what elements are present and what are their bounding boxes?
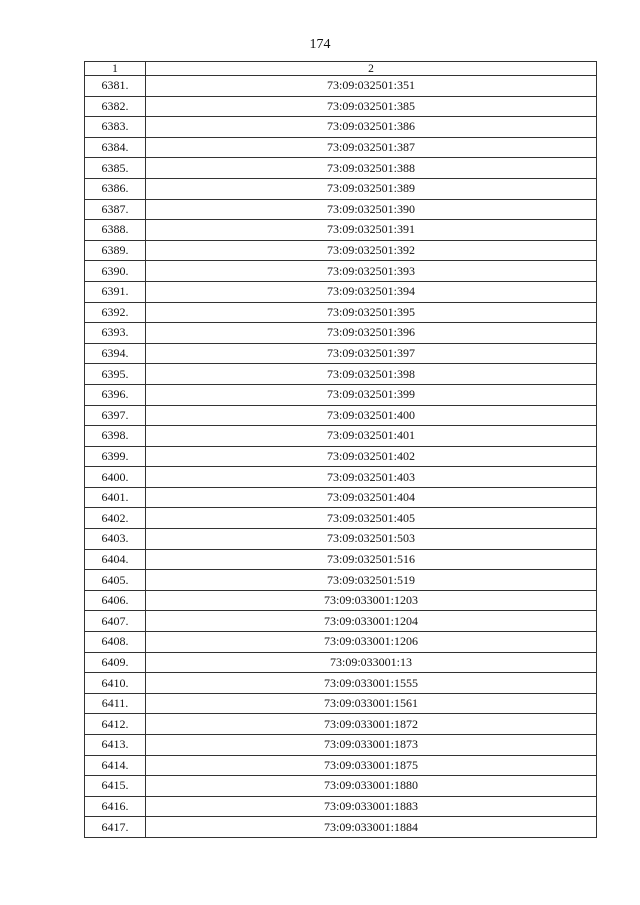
row-index-cell: 6405. <box>85 570 146 591</box>
row-index-cell: 6415. <box>85 776 146 797</box>
table-row <box>85 158 597 179</box>
row-index-cell: 6410. <box>85 673 146 694</box>
table-row <box>85 652 597 673</box>
row-index-cell: 6394. <box>85 343 146 364</box>
page-number: 174 <box>309 37 331 52</box>
cadastral-number-cell: 73:09:032501:399 <box>146 384 597 405</box>
row-index-cell: 6385. <box>85 158 146 179</box>
row-index-cell: 6413. <box>85 735 146 756</box>
row-index-cell: 6407. <box>85 611 146 632</box>
cadastral-number-cell: 73:09:032501:397 <box>146 343 597 364</box>
row-index-cell: 6411. <box>85 693 146 714</box>
row-index-cell: 6395. <box>85 364 146 385</box>
row-index-cell: 6403. <box>85 529 146 550</box>
cadastral-number-cell: 73:09:032501:503 <box>146 529 597 550</box>
table-body <box>85 76 597 838</box>
row-index-cell: 6399. <box>85 446 146 467</box>
table-row <box>85 446 597 467</box>
table-row <box>85 96 597 117</box>
table-row <box>85 261 597 282</box>
row-index-cell: 6408. <box>85 632 146 653</box>
cadastral-number-cell: 73:09:033001:1884 <box>146 817 597 838</box>
cadastral-number-cell: 73:09:033001:1206 <box>146 632 597 653</box>
table-row <box>85 693 597 714</box>
cadastral-number-cell: 73:09:033001:1872 <box>146 714 597 735</box>
cadastral-number-cell: 73:09:032501:386 <box>146 117 597 138</box>
cadastral-number-cell: 73:09:033001:1873 <box>146 735 597 756</box>
table-row <box>85 611 597 632</box>
row-index-cell: 6389. <box>85 240 146 261</box>
table-row <box>85 570 597 591</box>
cadastral-number-cell: 73:09:032501:402 <box>146 446 597 467</box>
table-row <box>85 281 597 302</box>
cadastral-number-cell: 73:09:032501:392 <box>146 240 597 261</box>
cadastral-number-cell: 73:09:033001:1203 <box>146 590 597 611</box>
row-index-cell: 6383. <box>85 117 146 138</box>
cadastral-number-cell: 73:09:032501:401 <box>146 426 597 447</box>
row-index-cell: 6390. <box>85 261 146 282</box>
table-row <box>85 714 597 735</box>
table-row <box>85 199 597 220</box>
table-row <box>85 467 597 488</box>
table-row <box>85 632 597 653</box>
cadastral-number-cell: 73:09:032501:389 <box>146 178 597 199</box>
row-index-cell: 6402. <box>85 508 146 529</box>
table-row <box>85 735 597 756</box>
table-row <box>85 76 597 97</box>
table-row <box>85 549 597 570</box>
cadastral-number-cell: 73:09:032501:351 <box>146 76 597 97</box>
cadastral-number-cell: 73:09:032501:403 <box>146 467 597 488</box>
table-row <box>85 364 597 385</box>
row-index-cell: 6393. <box>85 323 146 344</box>
cadastral-number-cell: 73:09:032501:516 <box>146 549 597 570</box>
cadastral-number-cell: 73:09:032501:390 <box>146 199 597 220</box>
table-row <box>85 302 597 323</box>
row-index-cell: 6414. <box>85 755 146 776</box>
table-row <box>85 323 597 344</box>
cadastral-number-cell: 73:09:033001:13 <box>146 652 597 673</box>
row-index-cell: 6386. <box>85 178 146 199</box>
table-row <box>85 487 597 508</box>
table-row <box>85 755 597 776</box>
cadastral-number-cell: 73:09:032501:398 <box>146 364 597 385</box>
cadastral-number-cell: 73:09:032501:388 <box>146 158 597 179</box>
row-index-cell: 6397. <box>85 405 146 426</box>
table-row <box>85 117 597 138</box>
column-header-index: 1 <box>85 62 146 76</box>
cadastral-number-cell: 73:09:032501:396 <box>146 323 597 344</box>
row-index-cell: 6391. <box>85 281 146 302</box>
table-header-row <box>85 62 597 76</box>
row-index-cell: 6392. <box>85 302 146 323</box>
row-index-cell: 6387. <box>85 199 146 220</box>
table-row <box>85 426 597 447</box>
row-index-cell: 6398. <box>85 426 146 447</box>
row-index-cell: 6388. <box>85 220 146 241</box>
cadastral-number-cell: 73:09:032501:385 <box>146 96 597 117</box>
table-row <box>85 405 597 426</box>
row-index-cell: 6381. <box>85 76 146 97</box>
table-row <box>85 220 597 241</box>
table-row <box>85 796 597 817</box>
row-index-cell: 6401. <box>85 487 146 508</box>
table-row <box>85 240 597 261</box>
row-index-cell: 6384. <box>85 137 146 158</box>
cadastral-number-cell: 73:09:032501:405 <box>146 508 597 529</box>
table-row <box>85 817 597 838</box>
row-index-cell: 6396. <box>85 384 146 405</box>
cadastral-number-cell: 73:09:033001:1561 <box>146 693 597 714</box>
table-row <box>85 178 597 199</box>
row-index-cell: 6404. <box>85 549 146 570</box>
row-index-cell: 6417. <box>85 817 146 838</box>
table-row <box>85 673 597 694</box>
row-index-cell: 6382. <box>85 96 146 117</box>
table-row <box>85 343 597 364</box>
table-row <box>85 776 597 797</box>
cadastral-number-table <box>84 61 597 838</box>
column-header-cadastral-number: 2 <box>146 62 597 76</box>
cadastral-number-cell: 73:09:033001:1875 <box>146 755 597 776</box>
cadastral-number-cell: 73:09:032501:394 <box>146 281 597 302</box>
cadastral-number-cell: 73:09:032501:391 <box>146 220 597 241</box>
cadastral-number-cell: 73:09:032501:404 <box>146 487 597 508</box>
cadastral-number-cell: 73:09:032501:519 <box>146 570 597 591</box>
cadastral-number-cell: 73:09:032501:387 <box>146 137 597 158</box>
cadastral-number-cell: 73:09:033001:1883 <box>146 796 597 817</box>
row-index-cell: 6400. <box>85 467 146 488</box>
row-index-cell: 6412. <box>85 714 146 735</box>
cadastral-number-cell: 73:09:032501:393 <box>146 261 597 282</box>
table-row <box>85 508 597 529</box>
cadastral-number-cell: 73:09:032501:400 <box>146 405 597 426</box>
cadastral-number-cell: 73:09:033001:1880 <box>146 776 597 797</box>
table-row <box>85 590 597 611</box>
table-row <box>85 137 597 158</box>
row-index-cell: 6406. <box>85 590 146 611</box>
cadastral-number-cell: 73:09:033001:1204 <box>146 611 597 632</box>
row-index-cell: 6416. <box>85 796 146 817</box>
table-row <box>85 384 597 405</box>
row-index-cell: 6409. <box>85 652 146 673</box>
cadastral-number-cell: 73:09:032501:395 <box>146 302 597 323</box>
table-row <box>85 529 597 550</box>
cadastral-number-cell: 73:09:033001:1555 <box>146 673 597 694</box>
